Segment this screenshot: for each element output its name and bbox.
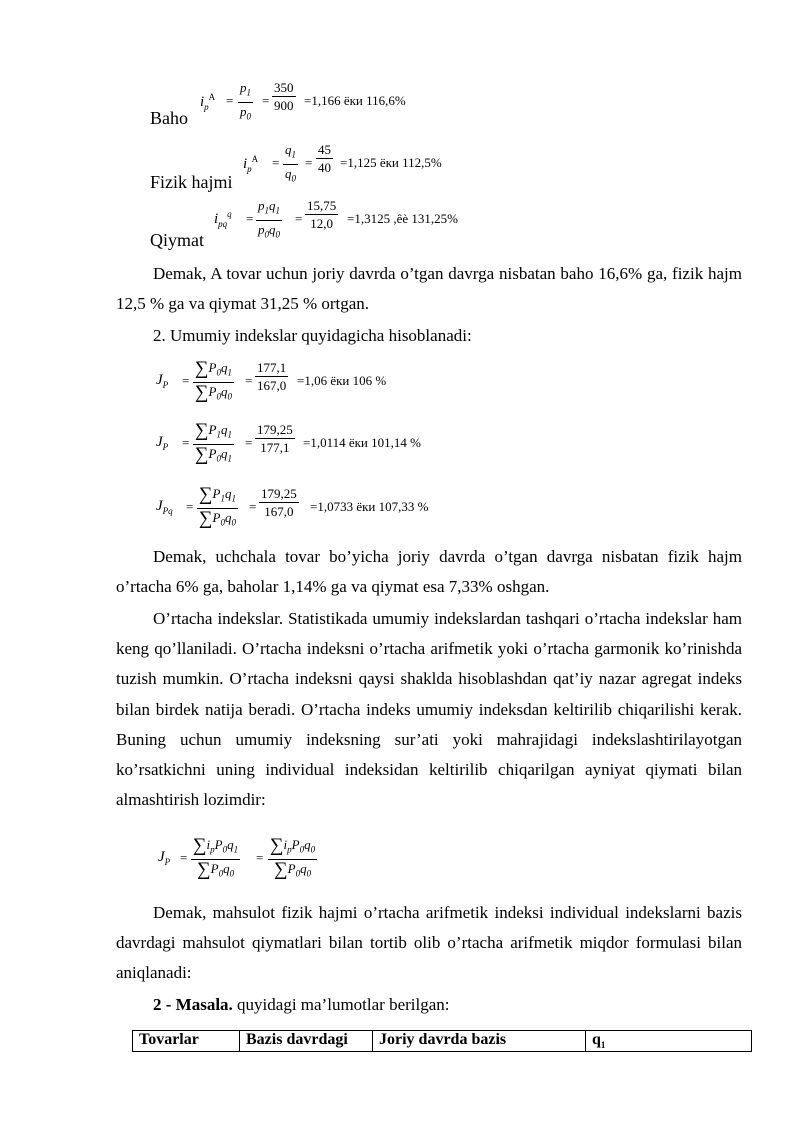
table-header-cell: Tovarlar — [133, 1031, 240, 1052]
table-header-cell: Joriy davrda bazis — [373, 1031, 586, 1052]
jp1-symbol-fraction: $\frac{\sum P_0q_1}{\sum P_0q_0}$ — [195, 358, 232, 403]
fizik-symbol-fraction: $\frac{q_1}{q_0}$ — [285, 142, 296, 184]
qiymat-label: Qiymat — [150, 230, 204, 250]
avg-lhs: $J_P$ — [158, 849, 171, 867]
avg-fraction-1: $\sum i_pP_0q_1$ $\sum P_0q_0$ — [193, 835, 239, 880]
baho-value-fraction: $\frac{350}{900}$ — [274, 80, 294, 113]
fizik-label: Fizik hajmi — [150, 172, 233, 192]
jp1-lhs: $J_P$ — [156, 372, 169, 390]
task-text: quyidagi ma’lumotlar berilgan: — [232, 995, 450, 1014]
jp2-lhs: $J_P$ — [156, 434, 169, 452]
jpq-symbol-fraction: $\frac{\sum P_1q_1}{\sum P_0q_0}$ — [199, 484, 236, 529]
task-heading — [153, 995, 450, 1015]
baho-result: =1,166 ёки 116,6% — [304, 93, 406, 108]
fizik-result: =1,125 ёки 112,5% — [340, 155, 442, 170]
data-table — [132, 1030, 752, 1052]
qiymat-lhs: $i_{pq}^q$ — [214, 209, 232, 229]
baho-lhs: $i_p^A$ — [200, 92, 216, 112]
jpq-lhs: $J_{Pq}$ — [156, 498, 173, 516]
jp1-value-fraction: $\frac{177,1}{167,0}$ — [257, 360, 287, 393]
qiymat-value-fraction: $\frac{15,75}{12,0}$ — [307, 198, 337, 231]
paragraph-1: Demak, A tovar uchun joriy davrda o’tgan davrga nisbatan baho 16,6% ga, fizik hajm 12,5 % ga va qiymat 31,25 % ortgan. — [116, 264, 742, 314]
qiymat-symbol-fraction: $\frac{p_1q_1}{p_0q_0}$ — [258, 198, 280, 240]
jp2-value-fraction: $\frac{179,25}{177,1}$ — [257, 422, 293, 455]
jpq-result: =1,0733 ёки 107,33 % — [310, 499, 429, 514]
table-header-cell: $q_1$ — [586, 1031, 752, 1052]
qiymat-result: =1,3125 ,êè 131,25% — [347, 211, 458, 226]
jp1-result: =1,06 ёки 106 % — [297, 373, 387, 388]
baho-label: Baho — [150, 108, 188, 128]
fizik-value-fraction: $\frac{45}{40}$ — [318, 142, 331, 175]
table-header-row — [133, 1031, 752, 1052]
paragraph-2: 2. Umumiy indekslar quyidagicha hisoblanadi: — [153, 326, 472, 345]
jpq-value-fraction: $\frac{179,25}{167,0}$ — [261, 486, 297, 519]
avg-fraction-2: $\sum i_pP_0q_0$ $\sum P_0q_0$ — [270, 835, 316, 880]
jp2-symbol-fraction: $\frac{\sum P_1q_1}{\sum P_0q_1}$ — [195, 420, 232, 465]
task-title: 2 - Masala. — [153, 995, 233, 1014]
paragraph-5: Demak, mahsulot fizik hajmi o’rtacha arifmetik indeksi individual indekslarni bazis davrdagi mahsulot qiymatlari bilan tortib olib o’rtacha arifmetik miqdor formulasi bilan aniqlanadi: — [116, 903, 742, 983]
baho-symbol-fraction: $\frac{p_1}{p_0}$ — [240, 80, 251, 122]
paragraph-3: Demak, uchchala tovar bo’yicha joriy davrda o’tgan davrga nisbatan fizik hajm o’rtacha 6% ga, baholar 1,14% ga va qiymat esa 7,33% oshgan. — [116, 547, 742, 597]
paragraph-4: O’rtacha indekslar. Statistikada umumiy indekslardan tashqari o’rtacha indekslar ham keng qo’llaniladi. O’rtacha indeksni o’rtacha arifmetik yoki o’rtacha garmonik ko’rinishda tuzish mumkin. O’rtacha indeksni qaysi shaklda hisoblashdan qat’iy nazar agregat indeks bilan birdek natija beradi. O’rtacha indeks umumiy indeksdan keltirilib chiqarilishi kerak. Buning uchun umumiy indeksning sur’ati yoki mahrajidagi indekslashtirilayotgan ko’rsatkichni uning individual indeksidan keltirilib chiqarilgan ayniyat qiymati bilan almashtirish lozimdir: — [116, 609, 742, 810]
fizik-lhs: $i_p^A$ — [243, 154, 259, 174]
table-header-cell: Bazis davrdagi — [240, 1031, 373, 1052]
jp2-result: =1,0114 ёки 101,14 % — [303, 435, 421, 450]
